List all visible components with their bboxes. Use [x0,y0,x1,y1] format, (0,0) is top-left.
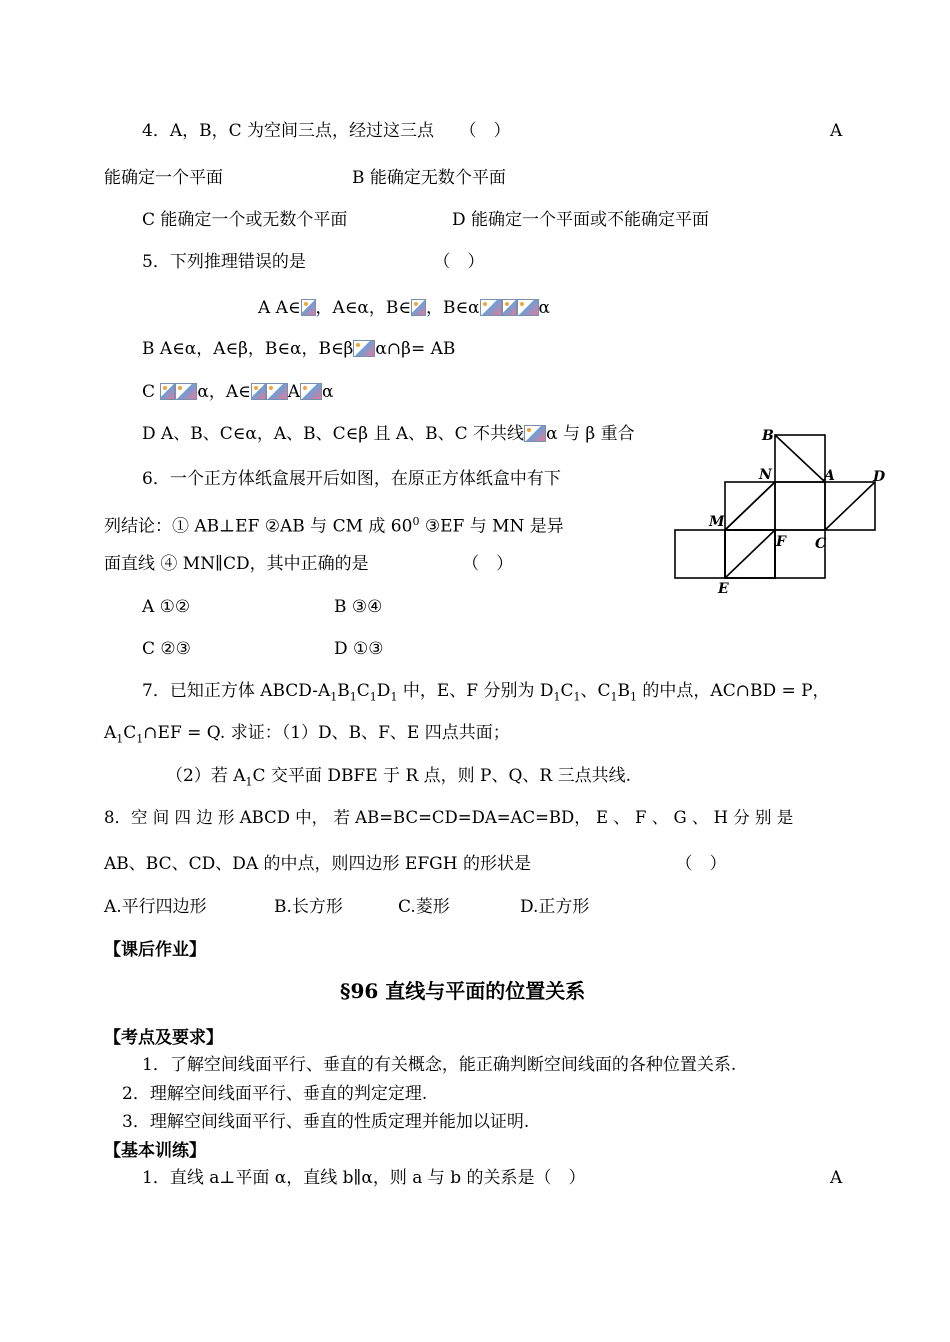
q5-option-c [142,381,334,403]
q5-c-text-1: C [142,382,161,402]
subscript-1: 1 [245,775,253,789]
broken-image-icon [517,299,539,316]
q7-line-3 [166,765,631,793]
q6-option-a: A ①② [142,597,191,617]
label-d: D [873,469,886,485]
q8-option-a: A.平行四边形 [104,897,207,917]
diagonal-ba [775,435,825,482]
broken-image-icon [301,299,316,316]
q7-line-1 [142,680,830,708]
broken-image-icon [251,383,266,400]
q7-l2-b: C [123,723,137,743]
diagonal-cd [825,482,875,530]
q6-option-b: B ③④ [334,597,383,617]
q8-option-b: B.长方形 [274,897,343,917]
subscript-1: 1 [330,690,338,704]
q7-l1-c: C [356,681,370,701]
basic-training-heading: 【基本训练】 [104,1141,206,1161]
q7-l3-a: （2）若 A [166,766,246,786]
subscript-1: 1 [573,690,581,704]
q5-option-b [142,338,455,360]
section-title: §96 直线与平面的位置关系 [340,979,586,1003]
net-square-na [775,482,825,530]
requirement-item-2: 2．理解空间线面平行、垂直的判定定理. [122,1084,428,1104]
q5-d-text-2: α 与 β 重合 [546,424,635,444]
q7-l3-b: C 交平面 DBFE 于 R 点，则 P、Q、R 三点共线. [252,766,632,786]
broken-image-icon [480,299,502,316]
diagonal-mn-2 [725,482,775,530]
q7-l1-f: C [560,681,574,701]
q4-option-a-label: A [830,121,843,141]
label-f: F [776,534,786,550]
q7-line-2 [104,722,510,750]
broken-image-icon [524,425,546,442]
q5-c-text-4: α [322,382,334,402]
q5-d-text-1: D A、B、C∈α，A、B、C∈β 且 A、B、C 不共线 [142,424,525,444]
cube-net-figure [660,420,900,605]
q7-l1-g: 、C [580,681,611,701]
broken-image-icon [160,383,175,400]
q5-a-text-3: ，B∈α [425,298,480,318]
q5-c-text-3: A [287,382,301,402]
q5-a-text-4: α [538,298,551,318]
label-m: M [709,514,725,530]
degree-superscript: 0 [412,515,420,528]
subscript-1: 1 [553,690,561,704]
requirement-item-3: 3．理解空间线面平行、垂直的性质定理并能加以证明. [122,1112,530,1132]
q7-l1-b: B [337,681,350,701]
label-a: A [824,468,835,484]
subscript-1: 1 [116,732,124,746]
q4-option-d: D 能确定一个平面或不能确定平面 [452,210,710,230]
q4-option-a-text: 能确定一个平面 [104,168,223,188]
broken-image-icon [411,299,426,316]
q5-b-text-2: α∩β= AB [375,339,456,359]
q6-line-1: 6．一个正方体纸盒展开后如图，在原正方体纸盒中有下 [142,469,561,489]
subscript-1: 1 [390,690,398,704]
label-n: N [759,467,772,483]
diagonal-fe [725,530,775,578]
q4-option-c: C 能确定一个或无数个平面 [142,210,348,230]
q6-line-3: 面直线 ④ MN∥CD，其中正确的是 （ ） [104,554,514,574]
q6-line-2 [104,511,564,538]
q5-option-d [142,423,635,445]
q6-line-2-end: ③EF 与 MN 是异 [419,516,564,537]
requirement-item-1: 1．了解空间线面平行、垂直的有关概念，能正确判断空间线面的各种位置关系. [142,1055,737,1075]
net-square-left [675,530,725,578]
basic-q1-option-a: A [830,1168,843,1188]
q8-line-2: AB、BC、CD、DA 的中点，则四边形 EFGH 的形状是 （ ） [104,854,727,874]
subscript-1: 1 [136,732,144,746]
q7-l2-c: ∩EF = Q. 求证：（1）D、B、F、E 四点共面； [143,723,510,743]
q8-option-c: C.菱形 [398,897,450,917]
broken-image-icon [353,340,375,357]
label-b: B [762,428,774,444]
broken-image-icon [502,299,517,316]
broken-image-icon [175,383,197,400]
broken-image-icon [300,383,322,400]
label-e: E [718,581,729,597]
q7-l1-a: 7．已知正方体 ABCD-A [142,681,331,701]
q5-stem: 5．下列推理错误的是 （ ） [142,252,485,272]
q4-option-b: B 能确定无数个平面 [352,168,506,188]
broken-image-icon [266,383,288,400]
label-c: C [815,536,827,552]
q4-stem: 4．A，B，C 为空间三点，经过这三点 （ ） [142,121,511,141]
q5-a-text-1: A A∈ [258,298,301,318]
basic-q1: 1．直线 a⊥平面 α，直线 b∥α，则 a 与 b 的关系是（ ） [142,1168,586,1188]
q6-line-2-text: 列结论：① AB⊥EF ②AB 与 CM 成 60 [104,516,413,537]
q5-a-text-2: ，A∈α，B∈ [315,298,411,318]
q5-option-a [258,297,550,319]
requirements-heading: 【考点及要求】 [104,1028,223,1048]
q7-l1-e: 中，E、F 分别为 D [397,681,554,701]
q5-c-text-2: α，A∈ [197,382,251,402]
q8-line-1: 8．空 间 四 边 形 ABCD 中， 若 AB=BC=CD=DA=AC=BD， E 、 F 、 G 、 H 分 别 是 [104,808,794,827]
q6-option-d: D ①③ [334,639,384,659]
subscript-1: 1 [369,690,377,704]
q7-l1-d: D [376,681,391,701]
homework-heading: 【课后作业】 [104,940,206,960]
subscript-1: 1 [349,690,357,704]
q7-l1-i: 的中点，AC∩BD = P， [637,681,830,701]
q8-option-d: D.正方形 [520,897,590,917]
q5-b-text-1: B A∈α，A∈β，B∈α，B∈β [142,339,354,359]
q7-l1-h: B [617,681,631,701]
subscript-1: 1 [630,690,638,704]
q6-option-c: C ②③ [142,639,191,659]
subscript-1: 1 [610,690,618,704]
q7-l2-a: A [104,723,117,743]
